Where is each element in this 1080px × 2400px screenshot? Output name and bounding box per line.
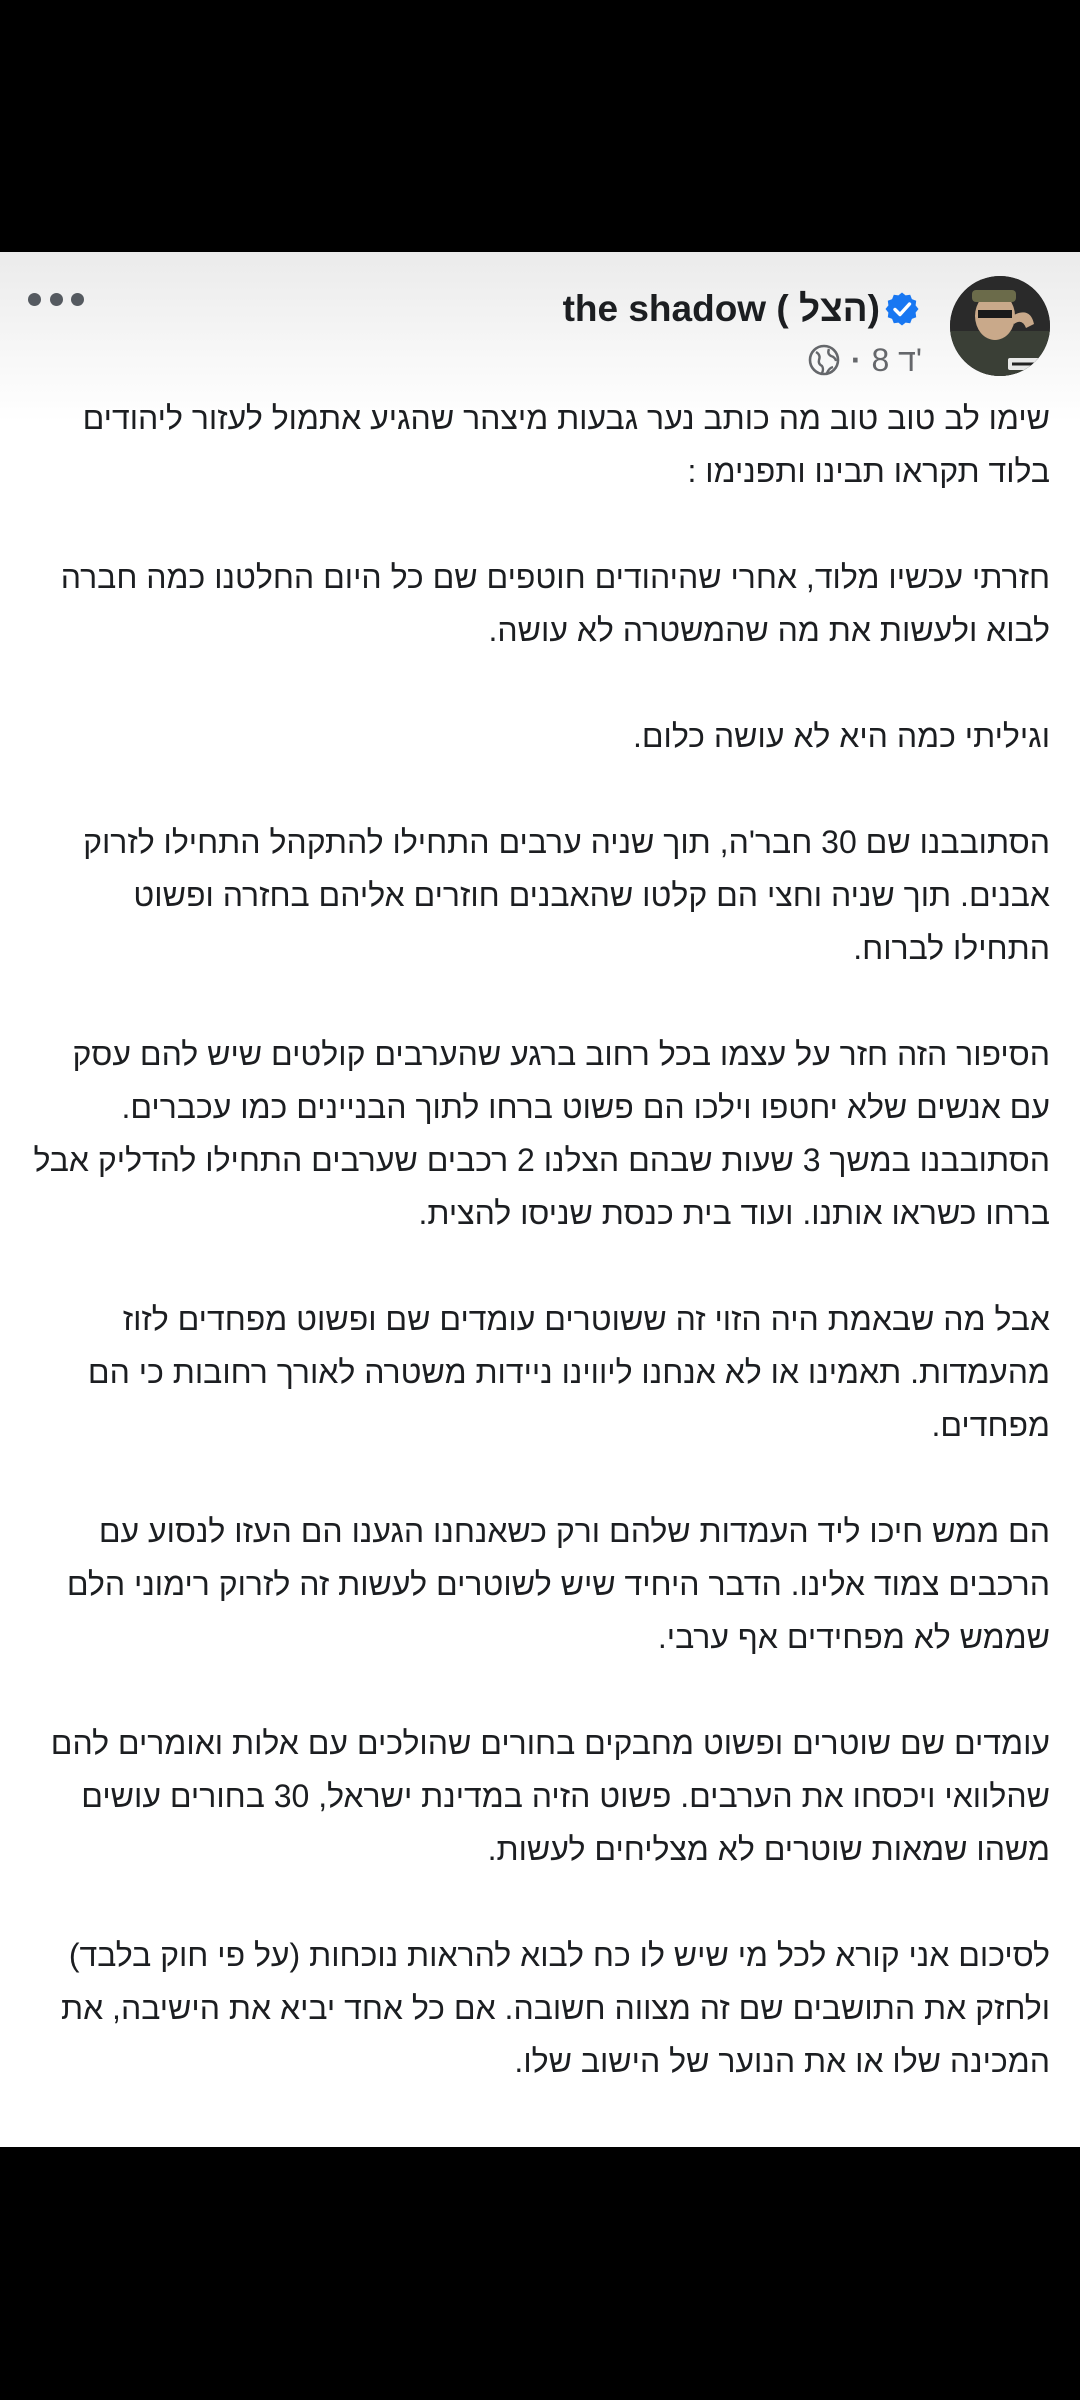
more-options-button[interactable]: [28, 284, 84, 314]
globe-icon[interactable]: [807, 343, 841, 377]
post-paragraph: וגיליתי כמה היא לא עושה כלום.: [632, 718, 1050, 754]
status-bar-area: [0, 0, 1080, 252]
post-card: [0, 252, 1080, 2147]
meta-separator: ·: [850, 341, 862, 378]
navigation-bar-area: [0, 2147, 1080, 2400]
post-paragraph: עומדים שם שוטרים ופשוט מחבקים בחורים שהולכים עם אלות ואומרים להם שהלוואי ויכסחו את הערבים. פשוט הזיה במדינת ישראל, 30 בחורים עושים משהו שמאות שוטרים לא מצליחים לעשות.: [50, 1725, 1050, 1867]
author-name-text: the shadow ( הצל): [562, 288, 880, 329]
more-horizontal-icon: [28, 293, 41, 306]
post-meta: [807, 340, 922, 380]
avatar-image: [950, 276, 1050, 376]
post-timestamp[interactable]: 8 ד': [871, 341, 922, 378]
avatar[interactable]: [950, 276, 1050, 376]
author-name[interactable]: [563, 284, 920, 334]
post-paragraph: הסיפור הזה חזר על עצמו בכל רחוב ברגע שהערבים קולטים שיש להם עסק עם אנשים שלא יחטפו וילכו הם פשוט ברחו לתוך הבניינים כמו עכברים. הסתובבנו במשך 3 שעות שבהם הצלנו 2 רכבים שערבים התחילו להדליק אבל ברחו כשראו אותנו. ועוד בית כנסת שניסו להצית.: [33, 1036, 1050, 1231]
post-text: [28, 392, 1050, 2194]
post-paragraph: הסתובבנו שם 30 חבר'ה, תוך שניה ערבים התחילו להתקהל התחילו לזרוק אבנים. תוך שניה וחצי הם קלטו שהאבנים חוזרים אליהם בחזרה ופשוט התחילו לברוח.: [83, 824, 1050, 966]
post-paragraph: הם ממש חיכו ליד העמדות שלהם ורק כשאנחנו הגענו הם העזו לנסוע עם הרכבים צמוד אלינו. הדבר היחיד שיש לשוטרים לעשות זה לזרוק רימוני הלם שממש לא מפחידים אף ערבי.: [66, 1513, 1050, 1655]
post-paragraph: לסיכום אני קורא לכל מי שיש לו כח לבוא להראות נוכחות (על פי חוק בלבד) ולחזק את התושבים שם זה מצווה חשובה. אם כל אחד יביא את הישיבה, את המכינה שלו או את הנוער של הישוב שלו.: [60, 1937, 1050, 2079]
verified-badge-icon: [884, 291, 920, 327]
post-paragraph: אבל מה שבאמת היה הזוי זה ששוטרים עומדים שם ופשוט מפחדים לזוז מהעמדות. תאמינו או לא אנחנו ליווינו ניידות משטרה לאורך רחובות כי הם מפחדים.: [87, 1301, 1050, 1443]
post-paragraph: שימו לב טוב טוב מה כותב נער גבעות מיצהר שהגיע אתמול לעזור ליהודים בלוד תקראו תבינו ותפנימו :: [82, 400, 1050, 489]
post-paragraph: חזרתי עכשיו מלוד, אחרי שהיהודים חוטפים שם כל היום החלטנו כמה חברה לבוא ולעשות את מה שהמשטרה לא עושה.: [60, 559, 1050, 648]
